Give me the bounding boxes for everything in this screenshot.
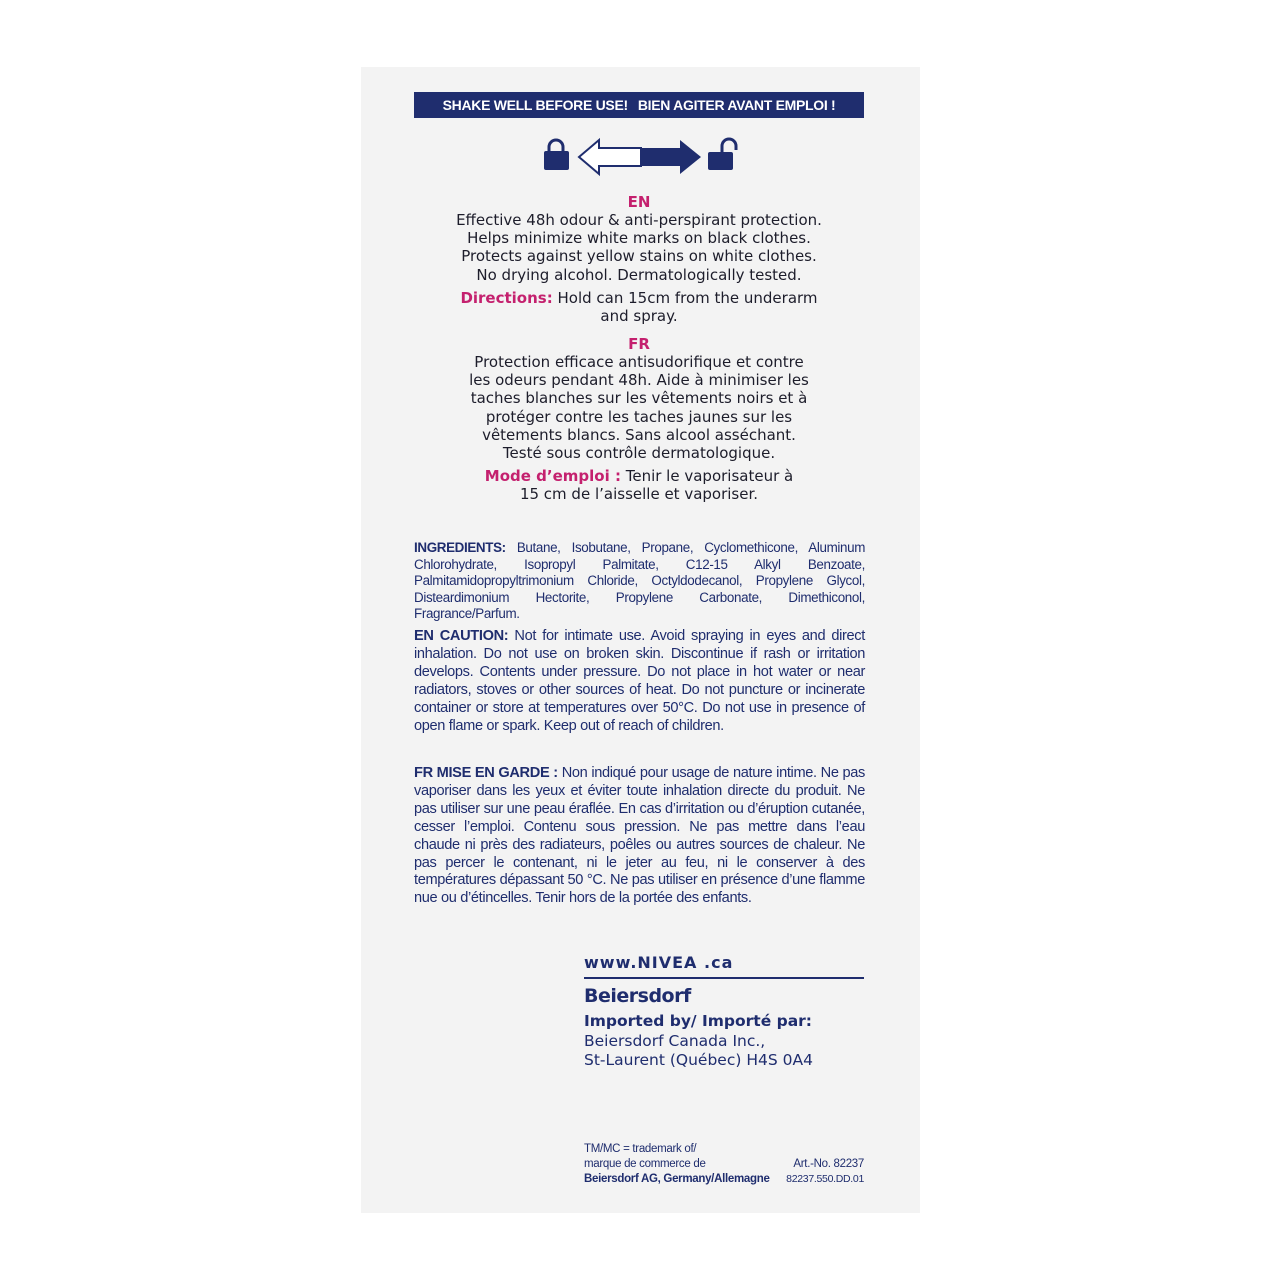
en-directions-label: Directions: [460,288,553,307]
caution-fr-text: Non indiqué pour usage de nature intime. Ne pas vaporiser dans les yeux et éviter toute inhalation directe du produit. Ne pas utiliser sur une peau éraflée. En cas d’irritation ou d’éruption cutanée, cesser l’emploi. Contenu sous pression. Ne pas mettre dans l’eau chaude ni près des radiateurs, poêles ou autres sources de chaleur. Ne pas percer le contenant, ni le jeter au feu, ni le conserver à des températures dépassant 50 °C. Ne pas utiliser en présence d’une flamme nue ou d’étincelles. Tenir hors de la portée des enfants. [414,765,865,907]
article-number: Art.-No. 82237 [793,1158,864,1171]
fr-directions [414,467,864,503]
importer-line: Beiersdorf Canada Inc., [584,1031,766,1050]
lock-open-icon [708,139,736,170]
banner-text-fr: BIEN AGITER AVANT EMPLOI ! [637,97,836,113]
banner-text-en: SHAKE WELL BEFORE USE! [442,97,628,113]
importer-line: St-Laurent (Québec) H4S 0A4 [584,1051,813,1069]
shake-banner [414,92,864,118]
fr-lang-heading: FR [628,335,650,353]
en-claim-line: Effective 48h odour & anti-perspirant protection. [456,211,822,229]
fr-directions-text-2: 15 cm de l’aisselle et vaporiser. [519,485,759,504]
lock-closed-icon [544,140,569,170]
importer-heading: Imported by/ Importé par: [584,1012,812,1030]
ingredients-paragraph [414,540,865,623]
trademark-owner: Beiersdorf AG, Germany/Allemagne [584,1173,770,1186]
caution-en-label: EN CAUTION: [414,628,509,644]
caution-en-text: Not for intimate use. Avoid spraying in eyes and direct inhalation. Do not use on broken skin. Discontinue if rash or irritation develops. Contents under pressure. Do not place in hot water or near radiators, stoves or other sources of heat. Do not puncture or incinerate container or store at temperatures over 50°C. Do not use in presence of open flame or spark. Keep out of reach of children. [414,628,865,734]
fr-directions-label: Mode d’emploi : [484,467,621,486]
caution-en-paragraph [414,628,865,735]
trademark-line: TM/MC = trademark of/ [584,1143,697,1155]
en-claim-line: Helps minimize white marks on black clothes. [467,229,811,248]
brand-logo: Beiersdorf [584,985,691,1007]
en-block [414,193,864,325]
fr-claim-line: Protection efficace antisudorifique et contre [474,353,804,371]
divider [584,977,864,979]
en-directions-text-2: and spray. [600,307,678,326]
en-claim-line: No drying alcohol. Dermatologically tested. [476,265,802,284]
ingredients-text: Butane, Isobutane, Propane, Cyclomethicone, Aluminum Chlorohydrate, Isopropyl Palmitate, C12-15 Alkyl Benzoate, Palmitamidopropyltrimonium Chloride, Octyldodecanol, Propylene Glycol, Disteardimonium Hectorite, Propylene Carbonate, Dimethiconol, Fragrance/Parfum. [414,540,865,622]
fr-claim-line: vêtements blancs. Sans alcool asséchant. [482,425,796,444]
fr-claim-line: protéger contre les taches jaunes sur les [485,407,793,426]
website-url: www.NIVEA .ca [584,953,734,972]
en-claims [414,211,864,284]
trademark-line: marque de commerce de [584,1158,706,1171]
en-directions-text: Hold can 15cm from the underarm [557,288,818,307]
en-directions [414,289,864,325]
fr-claim-line: taches blanches sur les vêtements noirs et à [470,389,808,408]
fr-directions-text: Tenir le vaporisateur à [625,467,794,486]
fr-block [414,335,864,504]
fr-claims [414,353,864,462]
product-label [361,67,920,1213]
en-lang-heading: EN [627,193,651,211]
importer-block [584,1012,864,1071]
footer-legal [584,1142,864,1188]
caution-fr-label: FR MISE EN GARDE : [414,765,558,781]
fr-claim-line: Testé sous contrôle dermatologique. [502,444,776,463]
double-arrow-icon [579,140,701,174]
lock-arrow-graphic [541,137,751,181]
ingredients-label: INGREDIENTS: [414,540,506,555]
fr-claim-line: les odeurs pendant 48h. Aide à minimiser les [469,371,809,390]
product-code: 82237.550.DD.01 [786,1173,864,1186]
en-claim-line: Protects against yellow stains on white clothes. [461,247,817,266]
caution-fr-paragraph [414,765,865,908]
